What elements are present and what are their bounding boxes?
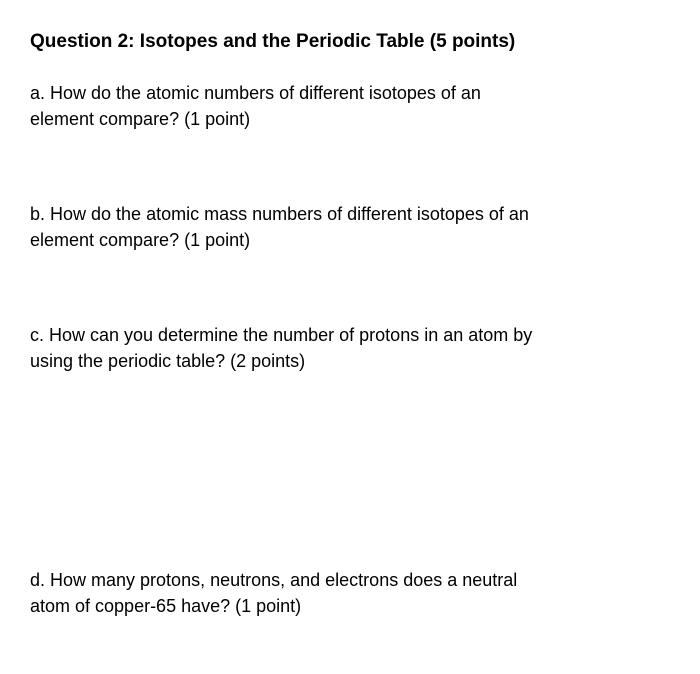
question-c-line-1: c. How can you determine the number of protons in an atom by [30,325,533,345]
question-a [30,80,630,132]
question-b-line-1: b. How do the atomic mass numbers of different isotopes of an [30,204,529,224]
question-a-line-1: a. How do the atomic numbers of different isotopes of an [30,83,481,103]
question-c [30,322,630,374]
question-b [30,201,630,253]
question-d-line-2: atom of copper-65 have? (1 point) [30,596,302,616]
question-d-line-1: d. How many protons, neutrons, and electrons does a neutral [30,570,518,590]
question-title: Question 2: Isotopes and the Periodic Table (5 points) [30,31,516,52]
question-b-line-2: element compare? (1 point) [30,230,251,250]
question-c-line-2: using the periodic table? (2 points) [30,351,306,371]
question-a-line-2: element compare? (1 point) [30,109,251,129]
question-d [30,567,630,619]
